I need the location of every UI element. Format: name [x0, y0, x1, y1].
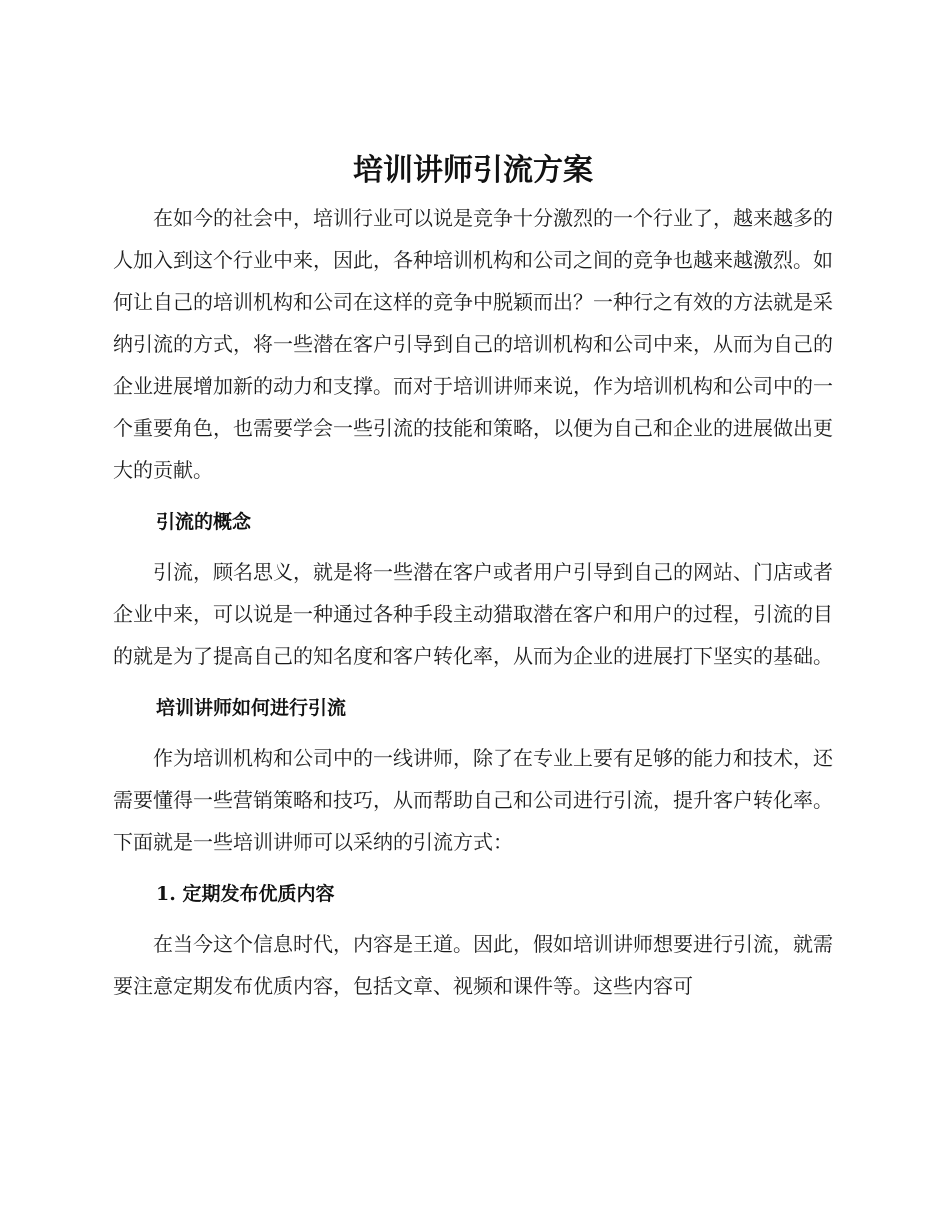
- section-heading-publish-content: 1. 定期发布优质内容: [156, 883, 335, 905]
- intro-paragraph: 在如今的社会中，培训行业可以说是竞争十分激烈的一个行业了，越来越多的人加入到这个行业中来，因此，各种培训机构和公司之间的竞争也越来越激烈。如何让自己的培训机构和公司在这样的竞争中脱颖而出？一种行之有效的方法就是采纳引流的方式，将一些潜在客户引导到自己的培训机构和公司中来，从而为自己的企业进展增加新的动力和支撑。而对于培训讲师来说，作为培训机构和公司中的一个重要角色，也需要学会一些引流的技能和策略，以便为自己和企业的进展做出更大的贡献。: [113, 206, 833, 482]
- section-paragraph-how-to: 作为培训机构和公司中的一线讲师，除了在专业上要有足够的能力和技术，还需要懂得一些营销策略和技巧，从而帮助自己和公司进行引流，提升客户转化率。下面就是一些培训讲师可以采纳的引流方式：: [113, 746, 833, 854]
- document-page: [113, 150, 833, 1007]
- document-title: 培训讲师引流方案: [353, 153, 593, 188]
- section-paragraph-concept: 引流，顾名思义，就是将一些潜在客户或者用户引导到自己的网站、门店或者企业中来，可以说是一种通过各种手段主动猎取潜在客户和用户的过程，引流的目的就是为了提高自己的知名度和客户转化率，从而为企业的进展打下坚实的基础。: [113, 560, 833, 668]
- section-heading-concept: 引流的概念: [156, 511, 252, 533]
- section-heading-how-to: 培训讲师如何进行引流: [156, 697, 347, 719]
- section-paragraph-publish-content: 在当今这个信息时代，内容是王道。因此，假如培训讲师想要进行引流，就需要注意定期发布优质内容，包括文章、视频和课件等。这些内容可: [113, 932, 833, 998]
